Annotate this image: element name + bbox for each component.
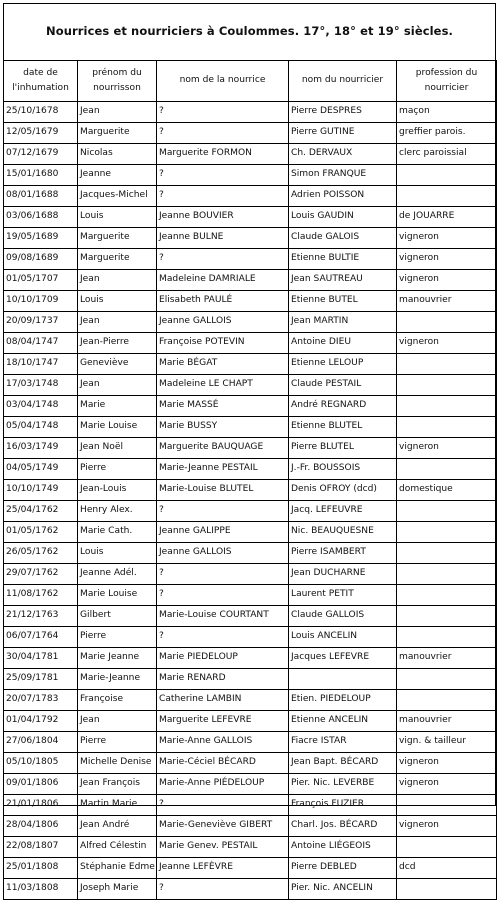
- foster-father-cell: Pierre ISAMBERT: [289, 543, 397, 564]
- nurse-name-cell: Catherine LAMBIN: [157, 690, 289, 711]
- date-cell: 10/10/1709: [4, 291, 78, 312]
- foster-father-cell: Pierre DESPRES: [289, 102, 397, 123]
- nurse-name-cell: Marie-Céciel BÉCARD: [157, 753, 289, 774]
- infant-name-cell: Jean: [78, 375, 157, 396]
- profession-cell: vigneron: [397, 816, 497, 837]
- profession-cell: maçon: [397, 102, 497, 123]
- table-row: [4, 438, 497, 459]
- date-cell: 15/01/1680: [4, 165, 78, 186]
- foster-father-cell: Nic. BEAUQUESNE: [289, 522, 397, 543]
- table-row: [4, 753, 497, 774]
- nurse-name-cell: Marie-Louise COURTANT: [157, 606, 289, 627]
- infant-name-cell: Jacques-Michel: [78, 186, 157, 207]
- foster-father-cell: Fiacre ISTAR: [289, 732, 397, 753]
- header-infant-name: prénom du nourrisson: [78, 61, 157, 102]
- nurse-name-cell: ?: [157, 501, 289, 522]
- date-cell: 25/04/1762: [4, 501, 78, 522]
- table-row: [4, 165, 497, 186]
- profession-cell: vigneron: [397, 753, 497, 774]
- infant-name-cell: Marie Jeanne: [78, 648, 157, 669]
- nurse-name-cell: Jeanne GALLOIS: [157, 312, 289, 333]
- nurse-name-cell: Marie-Geneviève GIBERT: [157, 816, 289, 837]
- table-row: [4, 501, 497, 522]
- profession-cell: [397, 417, 497, 438]
- foster-father-cell: Etienne BUTEL: [289, 291, 397, 312]
- table-row: [4, 144, 497, 165]
- date-cell: 28/04/1806: [4, 816, 78, 837]
- nurse-name-cell: ?: [157, 879, 289, 900]
- date-cell: 06/07/1764: [4, 627, 78, 648]
- nurse-name-cell: Madeleine DAMRIALE: [157, 270, 289, 291]
- profession-cell: [397, 522, 497, 543]
- table-row: [4, 543, 497, 564]
- table-row: [4, 816, 497, 837]
- profession-cell: [397, 585, 497, 606]
- foster-father-cell: Louis ANCELIN: [289, 627, 397, 648]
- foster-father-cell: André REGNARD: [289, 396, 397, 417]
- nurse-name-cell: ?: [157, 564, 289, 585]
- table-row: [4, 795, 497, 816]
- foster-father-cell: Claude GALLOIS: [289, 606, 397, 627]
- profession-cell: vigneron: [397, 774, 497, 795]
- foster-father-cell: Jean DUCHARNE: [289, 564, 397, 585]
- profession-cell: [397, 312, 497, 333]
- table-row: [4, 228, 497, 249]
- profession-cell: clerc paroissial: [397, 144, 497, 165]
- nurse-name-cell: Marguerite BAUQUAGE: [157, 438, 289, 459]
- infant-name-cell: Marguerite: [78, 249, 157, 270]
- table-row: [4, 291, 497, 312]
- table-row: [4, 732, 497, 753]
- infant-name-cell: Jean: [78, 711, 157, 732]
- profession-cell: [397, 669, 497, 690]
- profession-cell: [397, 501, 497, 522]
- infant-name-cell: Geneviève: [78, 354, 157, 375]
- foster-father-cell: Claude PESTAIL: [289, 375, 397, 396]
- infant-name-cell: Pierre: [78, 459, 157, 480]
- profession-cell: de JOUARRE: [397, 207, 497, 228]
- page-title: Nourrices et nourriciers à Coulommes. 17°, 18° et 19° siècles.: [45, 24, 453, 38]
- infant-name-cell: Martin Marie: [78, 795, 157, 816]
- profession-cell: [397, 165, 497, 186]
- profession-cell: [397, 606, 497, 627]
- header-profession: profession du nourricier: [397, 61, 497, 102]
- table-row: [4, 375, 497, 396]
- nurse-name-cell: Jeanne LEFÈVRE: [157, 858, 289, 879]
- date-cell: 07/12/1679: [4, 144, 78, 165]
- date-cell: 22/08/1807: [4, 837, 78, 858]
- records-table: [3, 60, 497, 900]
- foster-father-cell: Pier. Nic. ANCELIN: [289, 879, 397, 900]
- foster-father-cell: Pierre DEBLED: [289, 858, 397, 879]
- nurse-name-cell: Françoise POTEVIN: [157, 333, 289, 354]
- nurse-name-cell: ?: [157, 102, 289, 123]
- date-cell: 21/12/1763: [4, 606, 78, 627]
- foster-father-cell: Louis GAUDIN: [289, 207, 397, 228]
- date-cell: 08/04/1747: [4, 333, 78, 354]
- date-cell: 29/07/1762: [4, 564, 78, 585]
- table-row: [4, 564, 497, 585]
- profession-cell: vigneron: [397, 270, 497, 291]
- foster-father-cell: Ch. DERVAUX: [289, 144, 397, 165]
- nurse-name-cell: Madeleine LE CHAPT: [157, 375, 289, 396]
- infant-name-cell: Jeanne: [78, 165, 157, 186]
- foster-father-cell: Claude GALOIS: [289, 228, 397, 249]
- profession-cell: dcd: [397, 858, 497, 879]
- table-row: [4, 480, 497, 501]
- infant-name-cell: Marguerite: [78, 228, 157, 249]
- table-row: [4, 690, 497, 711]
- profession-cell: [397, 879, 497, 900]
- date-cell: 01/05/1762: [4, 522, 78, 543]
- date-cell: 05/10/1805: [4, 753, 78, 774]
- date-cell: 26/05/1762: [4, 543, 78, 564]
- date-cell: 08/01/1688: [4, 186, 78, 207]
- nurse-name-cell: ?: [157, 186, 289, 207]
- foster-father-cell: J.-Fr. BOUSSOIS: [289, 459, 397, 480]
- nurse-name-cell: Marie BUSSY: [157, 417, 289, 438]
- infant-name-cell: Jean Noël: [78, 438, 157, 459]
- date-cell: 09/08/1689: [4, 249, 78, 270]
- foster-father-cell: Jean Bapt. BÉCARD: [289, 753, 397, 774]
- nurse-name-cell: Jeanne GALIPPE: [157, 522, 289, 543]
- foster-father-cell: Antoine DIEU: [289, 333, 397, 354]
- infant-name-cell: Louis: [78, 291, 157, 312]
- date-cell: 11/08/1762: [4, 585, 78, 606]
- table-row: [4, 270, 497, 291]
- infant-name-cell: Joseph Marie: [78, 879, 157, 900]
- profession-cell: [397, 690, 497, 711]
- infant-name-cell: Marguerite: [78, 123, 157, 144]
- infant-name-cell: Michelle Denise: [78, 753, 157, 774]
- nurse-name-cell: Marie Genev. PESTAIL: [157, 837, 289, 858]
- header-row: [4, 61, 497, 102]
- infant-name-cell: Jeanne Adél.: [78, 564, 157, 585]
- date-cell: 30/04/1781: [4, 648, 78, 669]
- foster-father-cell: Jacq. LEFEUVRE: [289, 501, 397, 522]
- table-row: [4, 312, 497, 333]
- date-cell: 05/04/1748: [4, 417, 78, 438]
- foster-father-cell: Jacques LEFEVRE: [289, 648, 397, 669]
- foster-father-cell: Pierre GUTINE: [289, 123, 397, 144]
- profession-cell: vigneron: [397, 333, 497, 354]
- profession-cell: [397, 396, 497, 417]
- date-cell: 25/09/1781: [4, 669, 78, 690]
- date-cell: 09/01/1806: [4, 774, 78, 795]
- nurse-name-cell: ?: [157, 795, 289, 816]
- profession-cell: manouvrier: [397, 648, 497, 669]
- nurse-name-cell: ?: [157, 123, 289, 144]
- date-cell: 03/06/1688: [4, 207, 78, 228]
- table-row: [4, 858, 497, 879]
- profession-cell: manouvrier: [397, 291, 497, 312]
- infant-name-cell: Marie Louise: [78, 417, 157, 438]
- infant-name-cell: Louis: [78, 207, 157, 228]
- infant-name-cell: Nicolas: [78, 144, 157, 165]
- foster-father-cell: Pierre BLUTEL: [289, 438, 397, 459]
- foster-father-cell: [289, 669, 397, 690]
- nurse-name-cell: Marie-Anne GALLOIS: [157, 732, 289, 753]
- profession-cell: [397, 564, 497, 585]
- date-cell: 20/09/1737: [4, 312, 78, 333]
- profession-cell: [397, 186, 497, 207]
- date-cell: 25/10/1678: [4, 102, 78, 123]
- table-row: [4, 417, 497, 438]
- nurse-name-cell: Marguerite LEFEVRE: [157, 711, 289, 732]
- infant-name-cell: Gilbert: [78, 606, 157, 627]
- profession-cell: [397, 543, 497, 564]
- foster-father-cell: Laurent PETIT: [289, 585, 397, 606]
- nurse-name-cell: Jeanne GALLOIS: [157, 543, 289, 564]
- date-cell: 03/04/1748: [4, 396, 78, 417]
- foster-father-cell: Jean MARTIN: [289, 312, 397, 333]
- foster-father-cell: Charl. Jos. BÉCARD: [289, 816, 397, 837]
- infant-name-cell: Jean-Pierre: [78, 333, 157, 354]
- foster-father-cell: Simon FRANQUE: [289, 165, 397, 186]
- header-nurse-name: nom de la nourrice: [157, 61, 289, 102]
- date-cell: 25/01/1808: [4, 858, 78, 879]
- foster-father-cell: François FUZIER: [289, 795, 397, 816]
- table-row: [4, 711, 497, 732]
- infant-name-cell: Françoise: [78, 690, 157, 711]
- table-row: [4, 522, 497, 543]
- date-cell: 21/01/1806: [4, 795, 78, 816]
- infant-name-cell: Jean: [78, 270, 157, 291]
- date-cell: 16/03/1749: [4, 438, 78, 459]
- table-row: [4, 606, 497, 627]
- table-row: [4, 669, 497, 690]
- profession-cell: [397, 627, 497, 648]
- nurse-name-cell: Marie MASSÉ: [157, 396, 289, 417]
- nurse-name-cell: ?: [157, 585, 289, 606]
- profession-cell: manouvrier: [397, 711, 497, 732]
- foster-father-cell: Etienne BULTIE: [289, 249, 397, 270]
- table-row: [4, 249, 497, 270]
- nurse-name-cell: Marguerite FORMON: [157, 144, 289, 165]
- date-cell: 01/05/1707: [4, 270, 78, 291]
- table-row: [4, 627, 497, 648]
- table-row: [4, 354, 497, 375]
- profession-cell: greffier parois.: [397, 123, 497, 144]
- infant-name-cell: Louis: [78, 543, 157, 564]
- nurse-name-cell: Marie BÉGAT: [157, 354, 289, 375]
- profession-cell: vign. & tailleur: [397, 732, 497, 753]
- foster-father-cell: Etienne LELOUP: [289, 354, 397, 375]
- nurse-name-cell: Jeanne BULNE: [157, 228, 289, 249]
- table-row: [4, 648, 497, 669]
- infant-name-cell: Stéphanie Edme: [78, 858, 157, 879]
- table-row: [4, 837, 497, 858]
- header-date: date de l'inhumation: [4, 61, 78, 102]
- table-row: [4, 333, 497, 354]
- profession-cell: domestique: [397, 480, 497, 501]
- date-cell: 27/06/1804: [4, 732, 78, 753]
- foster-father-cell: Etienne BLUTEL: [289, 417, 397, 438]
- nurse-name-cell: Marie-Louise BLUTEL: [157, 480, 289, 501]
- table-row: [4, 186, 497, 207]
- infant-name-cell: Marie Cath.: [78, 522, 157, 543]
- infant-name-cell: Jean: [78, 312, 157, 333]
- date-cell: 12/05/1679: [4, 123, 78, 144]
- nurse-name-cell: Elisabeth PAULÉ: [157, 291, 289, 312]
- nurse-name-cell: Marie PIEDELOUP: [157, 648, 289, 669]
- infant-name-cell: Pierre: [78, 732, 157, 753]
- date-cell: 20/07/1783: [4, 690, 78, 711]
- profession-cell: [397, 837, 497, 858]
- infant-name-cell: Jean: [78, 102, 157, 123]
- nurse-name-cell: Marie-Anne PIÉDELOUP: [157, 774, 289, 795]
- profession-cell: vigneron: [397, 438, 497, 459]
- nurse-name-cell: ?: [157, 249, 289, 270]
- infant-name-cell: Marie-Jeanne: [78, 669, 157, 690]
- infant-name-cell: Jean François: [78, 774, 157, 795]
- infant-name-cell: Jean-Louis: [78, 480, 157, 501]
- table-row: [4, 123, 497, 144]
- profession-cell: [397, 375, 497, 396]
- nurse-name-cell: ?: [157, 627, 289, 648]
- nurse-name-cell: Marie RENARD: [157, 669, 289, 690]
- foster-father-cell: Pier. Nic. LEVERBE: [289, 774, 397, 795]
- date-cell: 19/05/1689: [4, 228, 78, 249]
- date-cell: 10/10/1749: [4, 480, 78, 501]
- date-cell: 18/10/1747: [4, 354, 78, 375]
- table-row: [4, 207, 497, 228]
- infant-name-cell: Marie: [78, 396, 157, 417]
- table-row: [4, 396, 497, 417]
- profession-cell: [397, 795, 497, 816]
- date-cell: 01/04/1792: [4, 711, 78, 732]
- table-row: [4, 459, 497, 480]
- table-row: [4, 879, 497, 900]
- foster-father-cell: Etien. PIEDELOUP: [289, 690, 397, 711]
- foster-father-cell: Jean SAUTREAU: [289, 270, 397, 291]
- foster-father-cell: Etienne ANCELIN: [289, 711, 397, 732]
- table-row: [4, 102, 497, 123]
- profession-cell: vigneron: [397, 228, 497, 249]
- profession-cell: [397, 354, 497, 375]
- header-foster-father: nom du nourricier: [289, 61, 397, 102]
- nurse-name-cell: Jeanne BOUVIER: [157, 207, 289, 228]
- date-cell: 17/03/1748: [4, 375, 78, 396]
- nurse-name-cell: ?: [157, 165, 289, 186]
- infant-name-cell: Henry Alex.: [78, 501, 157, 522]
- infant-name-cell: Pierre: [78, 627, 157, 648]
- infant-name-cell: Jean André: [78, 816, 157, 837]
- foster-father-cell: Denis OFROY (dcd): [289, 480, 397, 501]
- profession-cell: vigneron: [397, 249, 497, 270]
- table-row: [4, 585, 497, 606]
- profession-cell: [397, 459, 497, 480]
- date-cell: 11/03/1808: [4, 879, 78, 900]
- foster-father-cell: Antoine LIÉGEOIS: [289, 837, 397, 858]
- nurse-name-cell: Marie-Jeanne PESTAIL: [157, 459, 289, 480]
- date-cell: 04/05/1749: [4, 459, 78, 480]
- infant-name-cell: Alfred Célestin: [78, 837, 157, 858]
- foster-father-cell: Adrien POISSON: [289, 186, 397, 207]
- table-row: [4, 774, 497, 795]
- infant-name-cell: Marie Louise: [78, 585, 157, 606]
